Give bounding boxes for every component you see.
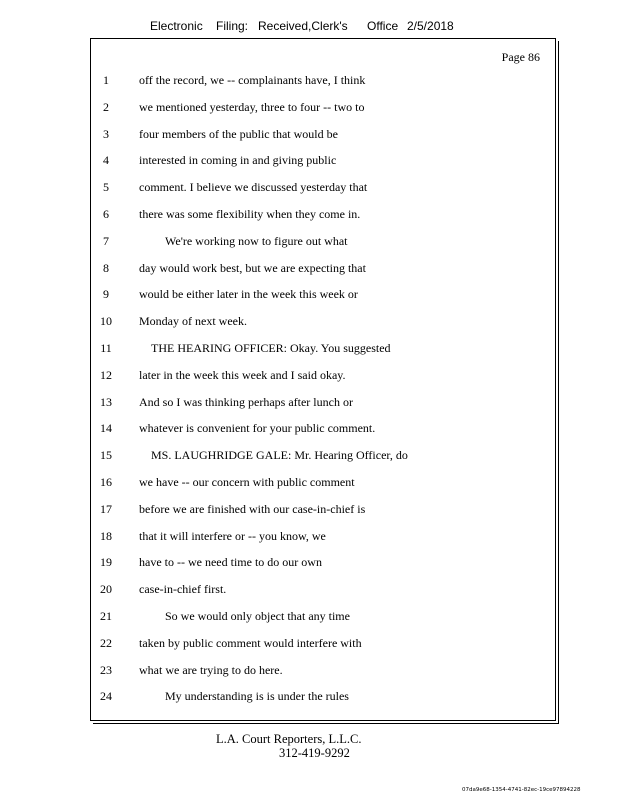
line-number: 22 [100, 635, 112, 650]
line-text: MS. LAUGHRIDGE GALE: Mr. Hearing Officer, do [151, 448, 408, 463]
transcript-line [0, 529, 556, 549]
line-text: what we are trying to do here. [139, 662, 283, 677]
line-number: 11 [100, 341, 112, 355]
filing-date: 2/5/2018 [407, 19, 454, 33]
line-text: have to -- we need time to do our own [139, 555, 322, 570]
line-text: off the record, we -- complainants have, I think [139, 73, 366, 87]
line-number: 3 [103, 126, 109, 141]
line-text: there was some flexibility when they come in. [139, 207, 361, 221]
transcript-line [0, 502, 556, 522]
filing-electronic: Electronic [150, 19, 203, 33]
transcript-line [0, 368, 556, 388]
line-number: 21 [100, 609, 112, 623]
line-text: And so I was thinking perhaps after lunch or [139, 394, 353, 409]
transcript-line [0, 663, 556, 683]
transcript-line [0, 475, 556, 495]
filing-stamp-header [0, 19, 618, 37]
document-hash: 07da9e68-1354-4741-82ec-19ce97894228 [462, 787, 581, 793]
transcript-line [0, 287, 556, 307]
transcript-line [0, 609, 556, 629]
transcript-line [0, 582, 556, 602]
transcript-line [0, 448, 556, 468]
transcript-line [0, 421, 556, 441]
filing-label: Filing: [216, 19, 249, 33]
line-text: So we would only object that any time [165, 609, 350, 623]
transcript-line [0, 636, 556, 656]
transcript-line [0, 234, 556, 254]
line-number: 4 [103, 153, 109, 168]
line-number: 6 [103, 207, 109, 221]
line-number: 17 [100, 501, 112, 516]
line-number: 5 [103, 180, 109, 195]
line-number: 13 [100, 394, 112, 409]
line-number: 7 [103, 233, 109, 248]
line-number: 10 [100, 314, 112, 329]
transcript-line [0, 341, 556, 361]
line-text: before we are finished with our case-in-chief is [139, 501, 366, 516]
footer-company: L.A. Court Reporters, L.L.C. [216, 732, 362, 746]
page-number: Page 86 [501, 50, 540, 64]
line-text: Monday of next week. [139, 314, 247, 329]
filing-received: Received,Clerk's [258, 19, 348, 33]
line-text: My understanding is is under the rules [165, 689, 349, 704]
line-number: 12 [100, 367, 112, 382]
transcript-line [0, 261, 556, 281]
line-number: 23 [100, 662, 112, 677]
filing-office: Office [367, 19, 399, 33]
transcript-line [0, 314, 556, 334]
line-text: that it will interfere or -- you know, we [139, 528, 326, 543]
line-number: 19 [100, 555, 112, 570]
line-number: 16 [100, 475, 112, 489]
line-text: four members of the public that would be [139, 126, 338, 141]
line-text: day would work best, but we are expecting that [139, 260, 366, 275]
line-text: we have -- our concern with public comment [139, 475, 355, 489]
line-text: case-in-chief first. [139, 582, 227, 597]
transcript-line [0, 100, 556, 120]
line-text: we mentioned yesterday, three to four -- two to [139, 99, 365, 114]
transcript-line [0, 180, 556, 200]
line-number: 14 [100, 421, 112, 436]
line-number: 8 [103, 260, 109, 275]
transcript-line [0, 127, 556, 147]
line-text: would be either later in the week this week or [139, 287, 358, 302]
transcript-line [0, 395, 556, 415]
line-number: 24 [100, 689, 112, 704]
line-text: comment. I believe we discussed yesterday that [139, 180, 368, 195]
transcript-line [0, 73, 556, 93]
line-number: 20 [100, 582, 112, 597]
line-number: 1 [103, 73, 109, 87]
footer-phone: 312-419-9292 [279, 746, 350, 760]
transcript-line [0, 555, 556, 575]
line-text: interested in coming in and giving public [139, 153, 337, 168]
line-text: We're working now to figure out what [165, 233, 348, 248]
line-text: taken by public comment would interfere with [139, 635, 362, 650]
line-number: 15 [100, 448, 112, 463]
line-number: 18 [100, 528, 112, 543]
line-text: later in the week this week and I said okay. [139, 367, 346, 382]
line-text: THE HEARING OFFICER: Okay. You suggested [151, 341, 391, 355]
line-text: whatever is convenient for your public comment. [139, 421, 376, 436]
line-number: 9 [103, 287, 109, 302]
transcript-line [0, 207, 556, 227]
transcript-line [0, 689, 556, 709]
transcript-line [0, 153, 556, 173]
line-number: 2 [103, 99, 109, 114]
